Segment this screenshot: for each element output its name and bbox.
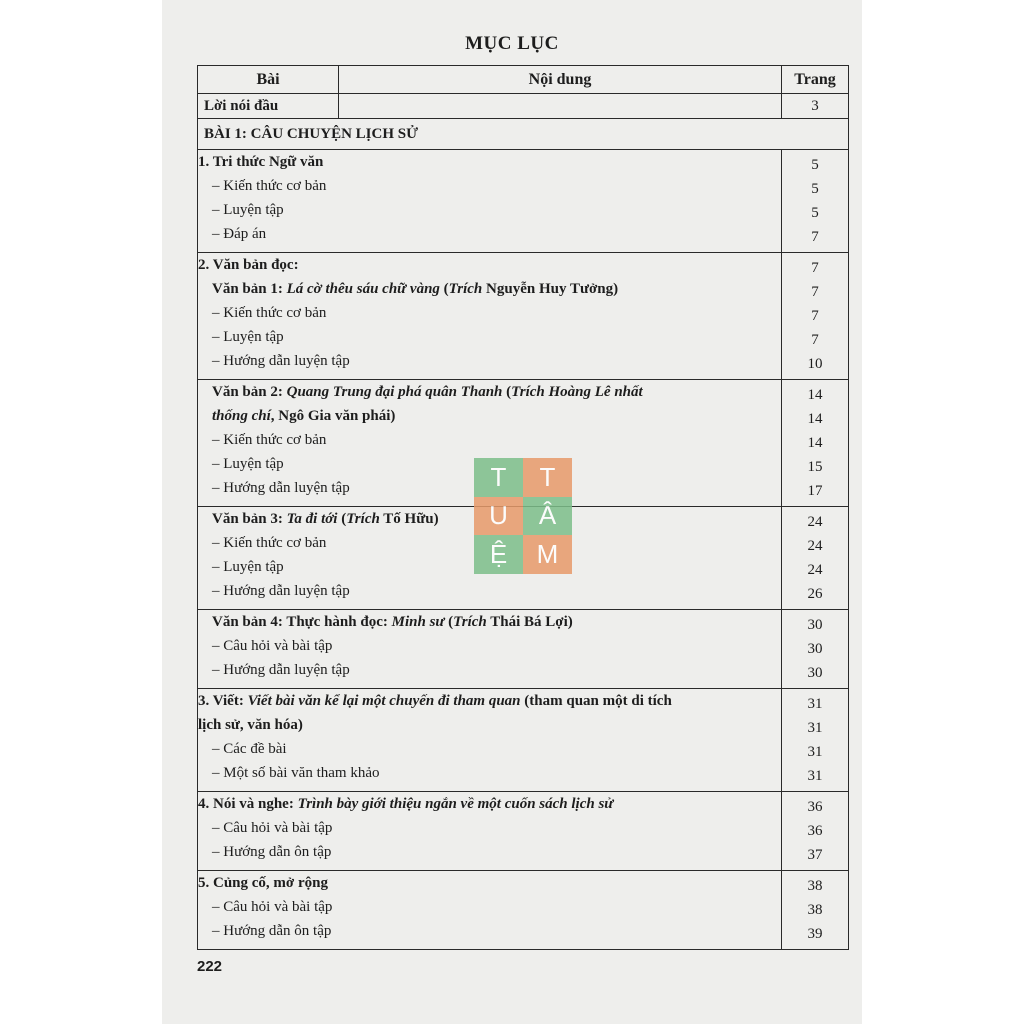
watermark-tile: T [523, 458, 572, 497]
toc-entry [198, 816, 781, 840]
toc-entry-suffix: Tố Hữu) [379, 511, 439, 527]
toc-page: 26 [807, 586, 823, 602]
watermark-tile: U [474, 497, 523, 536]
toc-entry-text: – Hướng dẫn luyện tập [212, 583, 350, 599]
toc-page: 14 [807, 387, 823, 403]
toc-page: 31 [807, 696, 823, 712]
section-pages [782, 150, 849, 253]
toc-entry-text: – Hướng dẫn luyện tập [212, 662, 350, 678]
toc-page: 5 [811, 205, 819, 221]
toc-entry-italic2: Trích Hoàng Lê nhất [511, 384, 643, 400]
toc-entry [198, 610, 781, 634]
toc-page: 24 [807, 538, 823, 554]
toc-entry-text: – Kiến thức cơ bản [212, 535, 327, 551]
toc-entry-italic2: Trích [453, 614, 487, 630]
toc-page: 7 [811, 229, 819, 245]
toc-entry [198, 150, 781, 174]
toc-page: 36 [807, 823, 823, 839]
toc-entry [198, 761, 781, 785]
toc-entry-text: – Câu hỏi và bài tập [212, 899, 333, 915]
toc-entry [198, 689, 781, 713]
toc-entry [198, 380, 781, 404]
toc-entry-text: – Hướng dẫn ôn tập [212, 844, 332, 860]
toc-entry [198, 871, 781, 895]
intro-row [198, 94, 849, 119]
toc-entry-prefix: 4. Nói và nghe: [198, 796, 298, 812]
toc-entry-text: – Luyện tập [212, 559, 284, 575]
unit-title: BÀI 1: CÂU CHUYỆN LỊCH SỬ [198, 119, 849, 150]
page-number: 222 [197, 958, 223, 975]
toc-entry-text: – Kiến thức cơ bản [212, 432, 327, 448]
toc-entry [198, 713, 781, 737]
header-page: Trang [782, 66, 849, 94]
unit-row [198, 119, 849, 150]
toc-entry-suffix: Thái Bá Lợi) [486, 614, 573, 630]
section-row [198, 150, 849, 253]
toc-entry-suffix: , Ngô Gia văn phái) [270, 408, 396, 424]
toc-entry [198, 349, 781, 373]
toc-page: 30 [807, 665, 823, 681]
toc-entry-italic2: Trích [346, 511, 380, 527]
section-pages [782, 792, 849, 871]
toc-entry-prefix: 3. Viết: [198, 693, 248, 709]
toc-page: 5 [811, 157, 819, 173]
toc-entry-italic: thống chí [212, 408, 271, 424]
toc-entry-suffix: (tham quan một di tích [520, 693, 672, 709]
toc-entry-prefix: Văn bản 4: Thực hành đọc: [212, 614, 392, 630]
section-content [198, 871, 782, 950]
intro-page: 3 [782, 94, 849, 119]
section-pages [782, 380, 849, 507]
section-row [198, 792, 849, 871]
toc-entry [198, 919, 781, 943]
toc-entry [198, 301, 781, 325]
toc-entry [198, 840, 781, 864]
toc-entry-text: – Hướng dẫn luyện tập [212, 480, 350, 496]
toc-page: 39 [807, 926, 823, 942]
toc-entry [198, 277, 781, 301]
toc-entry-text: – Luyện tập [212, 456, 284, 472]
section-row [198, 871, 849, 950]
toc-entry [198, 222, 781, 246]
toc-entry-text: – Kiến thức cơ bản [212, 305, 327, 321]
header-content: Nội dung [339, 66, 782, 94]
watermark-tile: T [474, 458, 523, 497]
toc-entry-text: lịch sử, văn hóa) [198, 717, 303, 733]
toc-entry-text: – Luyện tập [212, 329, 284, 345]
watermark-logo [474, 458, 572, 574]
toc-entry-text: – Kiến thức cơ bản [212, 178, 327, 194]
toc-page: 7 [811, 332, 819, 348]
toc-entry-prefix: Văn bản 1: [212, 281, 287, 297]
toc-entry-paren-open: ( [502, 384, 512, 400]
watermark-tile: Â [523, 497, 572, 536]
toc-page: 7 [811, 260, 819, 276]
toc-entry [198, 895, 781, 919]
toc-page: 38 [807, 878, 823, 894]
section-row [198, 610, 849, 689]
toc-entry-prefix: Văn bản 2: [212, 384, 287, 400]
toc-entry-text: – Hướng dẫn luyện tập [212, 353, 350, 369]
toc-entry-prefix: Văn bản 3: [212, 511, 287, 527]
watermark-tile: Ệ [474, 535, 523, 574]
section-content [198, 253, 782, 380]
section-pages [782, 610, 849, 689]
toc-page: 38 [807, 902, 823, 918]
toc-entry [198, 174, 781, 198]
toc-page: 31 [807, 768, 823, 784]
toc-entry-text: – Các đề bài [212, 741, 287, 757]
section-pages [782, 253, 849, 380]
toc-entry [198, 198, 781, 222]
toc-entry [198, 792, 781, 816]
toc-page: 7 [811, 308, 819, 324]
toc-page: 30 [807, 641, 823, 657]
toc-page: 30 [807, 617, 823, 633]
toc-entry-text: – Câu hỏi và bài tập [212, 820, 333, 836]
toc-entry [198, 737, 781, 761]
toc-entry-italic: Trình bày giới thiệu ngắn về một cuốn sách lịch sử [297, 796, 614, 812]
toc-entry-italic: Quang Trung đại phá quân Thanh [286, 384, 503, 400]
section-pages [782, 689, 849, 792]
toc-page: 14 [807, 411, 823, 427]
toc-page: 37 [807, 847, 823, 863]
toc-entry [198, 634, 781, 658]
table-header-row [198, 66, 849, 94]
toc-page: 31 [807, 744, 823, 760]
toc-entry-italic: Minh sư [391, 614, 445, 630]
toc-page: 24 [807, 562, 823, 578]
toc-entry-text: 1. Tri thức Ngữ văn [198, 154, 324, 170]
toc-page: 36 [807, 799, 823, 815]
toc-page: 24 [807, 514, 823, 530]
toc-entry-text: – Luyện tập [212, 202, 284, 218]
toc-page: 15 [807, 459, 823, 475]
toc-entry [198, 325, 781, 349]
toc-entry [198, 428, 781, 452]
section-row [198, 253, 849, 380]
toc-entry-italic: Viết bài văn kể lại một chuyến đi tham quan [247, 693, 521, 709]
header-lesson: Bài [198, 66, 339, 94]
toc-entry-text: – Hướng dẫn ôn tập [212, 923, 332, 939]
section-pages [782, 507, 849, 610]
toc-entry-italic: Lá cờ thêu sáu chữ vàng [286, 281, 440, 297]
toc-page: 7 [811, 284, 819, 300]
watermark-tile: M [523, 535, 572, 574]
toc-entry-paren-open: ( [444, 614, 454, 630]
toc-page: 5 [811, 181, 819, 197]
toc-page: 17 [807, 483, 823, 499]
toc-entry-italic: Ta đi tới [286, 511, 338, 527]
toc-entry [198, 253, 781, 277]
toc-entry-italic2: Trích [448, 281, 483, 297]
toc-page: 14 [807, 435, 823, 451]
section-content [198, 689, 782, 792]
toc-entry [198, 658, 781, 682]
toc-entry-text: – Câu hỏi và bài tập [212, 638, 333, 654]
intro-empty [339, 94, 782, 119]
toc-entry-paren-open: ( [337, 511, 347, 527]
toc-page: 10 [807, 356, 823, 372]
toc-entry-text: 5. Củng cố, mở rộng [198, 875, 328, 891]
section-pages [782, 871, 849, 950]
toc-page: 31 [807, 720, 823, 736]
section-content [198, 792, 782, 871]
toc-entry-text: 2. Văn bản đọc: [198, 257, 299, 273]
toc-entry [198, 404, 781, 428]
toc-entry-text: – Một số bài văn tham khảo [212, 765, 380, 781]
intro-label: Lời nói đầu [198, 94, 339, 119]
toc-entry-suffix: Nguyễn Huy Tưởng) [482, 281, 619, 297]
page-title: MỤC LỤC [465, 33, 559, 54]
toc-entry [198, 579, 781, 603]
toc-entry-text: – Đáp án [212, 226, 267, 242]
toc-entry-paren-open: ( [439, 281, 449, 297]
section-content [198, 150, 782, 253]
section-row [198, 689, 849, 792]
section-content [198, 610, 782, 689]
